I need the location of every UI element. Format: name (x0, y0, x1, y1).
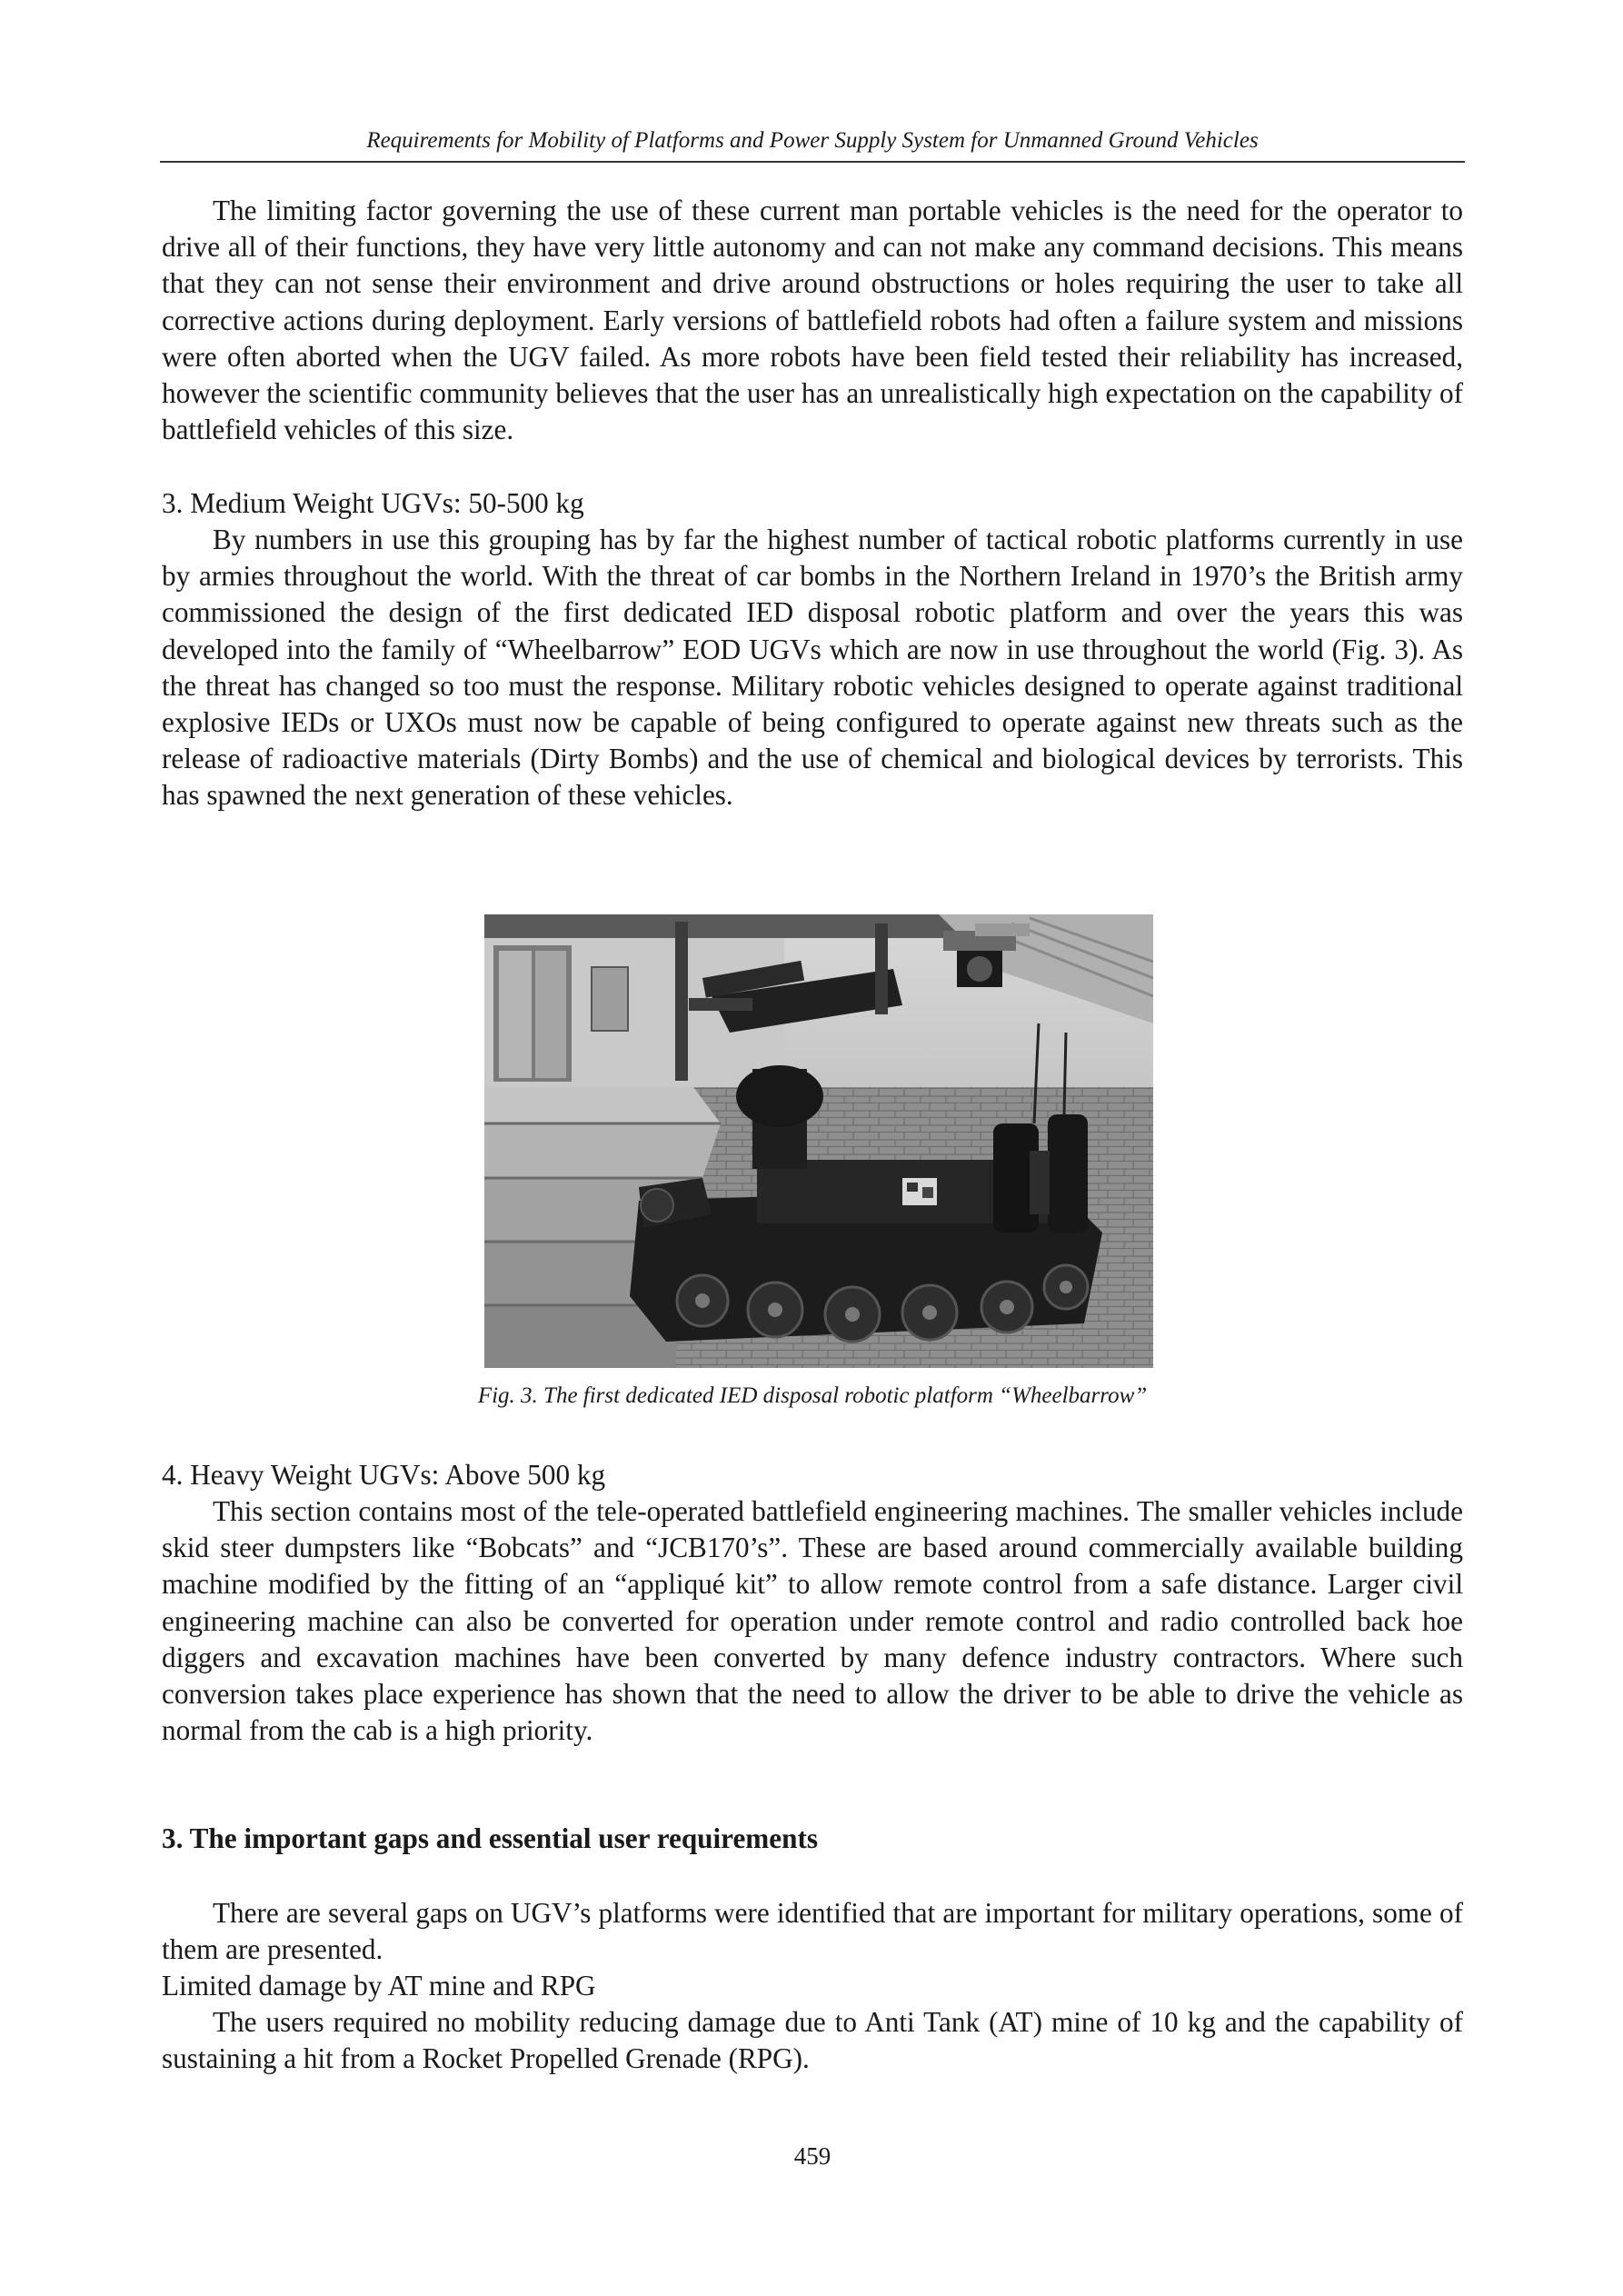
subheading-medium-weight-ugvs: 3. Medium Weight UGVs: 50-500 kg (162, 487, 584, 519)
paragraph-heavy-weight-ugvs: This section contains most of the tele-operated battlefield engineering machines. The smaller vehicles include skid steer dumpsters like “Bobcats” and “JCB170’s”. These are based around commercially available building machine modified by the fitting of an “appliqué kit” to allow remote control from a safe distance. Larger civil engineering machine can also be converted for operation under remote control and radio controlled back hoe diggers and excavation machines have been converted by many defence industry contractors. Where such conversion takes place experience has shown that the need to allow the driver to be able to drive the vehicle as normal from the cab is a high priority. (162, 1495, 1463, 1747)
subheading-heavy-weight-ugvs: 4. Heavy Weight UGVs: Above 500 kg (162, 1459, 606, 1491)
figure-wheelbarrow-robot-photo (484, 914, 1153, 1368)
section-heading-gaps-requirements: 3. The important gaps and essential user requirements (162, 1822, 818, 1854)
subheading-limited-damage: Limited damage by AT mine and RPG (162, 1970, 596, 2002)
figure-caption: Fig. 3. The first dedicated IED disposal robotic platform “Wheelbarrow” (477, 1383, 1148, 1408)
header-divider (160, 161, 1465, 163)
running-header: Requirements for Mobility of Platforms and Power Supply System for Unmanned Ground Vehicles (366, 128, 1259, 153)
paragraph-gaps: There are several gaps on UGV’s platforms were identified that are important for military operations, some of them are presented. (162, 1897, 1463, 1966)
paragraph-limited-damage: The users required no mobility reducing damage due to Anti Tank (AT) mine of 10 kg and the capability of sustaining a hit from a Rocket Propelled Grenade (RPG). (162, 2006, 1463, 2075)
paragraph-medium-weight-ugvs: By numbers in use this grouping has by far the highest number of tactical robotic platforms currently in use by armies throughout the world. With the threat of car bombs in the Northern Ireland in 1970’s the British army commissioned the design of the first dedicated IED disposal robotic platform and over the years this was developed into the family of “Wheelbarrow” EOD UGVs which are now in use throughout the world (Fig. 3). As the threat has changed so too must the response. Military robotic vehicles designed to operate against traditional explosive IEDs or UXOs must now be capable of being configured to operate against new threats such as the release of radioactive materials (Dirty Bombs) and the use of chemical and biological devices by terrorists. This has spawned the next generation of these vehicles. (162, 524, 1463, 812)
paragraph-limiting-factor: The limiting factor governing the use of these current man portable vehicles is the need for the operator to drive all of their functions, they have very little autonomy and can not make any command decisions. This means that they can not sense their environment and drive around obstructions or holes requiring the user to take all corrective actions during deployment. Early versions of battlefield robots had often a failure system and missions were often aborted when the UGV failed. As more robots have been field tested their reliability has increased, however the scientific community believes that the user has an unrealistically high expectation on the capability of battlefield vehicles of this size. (162, 195, 1463, 446)
page-number: 459 (793, 2142, 831, 2170)
